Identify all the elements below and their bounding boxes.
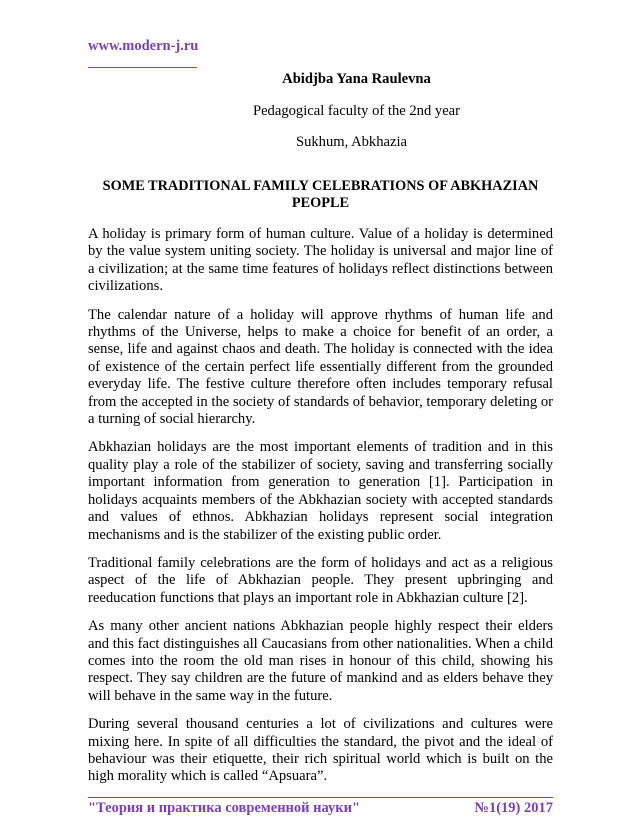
author-city: Sukhum, Abkhazia [295,134,408,150]
paragraph: Abkhazian holidays are the most important elements of tradition and in this quality play a role of the stabilizer of society, saving and transferring socially important information from generation to generation [1]. Participation in holidays acquaints members of the Abkhazian society with accepted standards and values of ethnos. Abkhazian holidays represent social integration mechanisms and is the stabilizer of the existing public order. [88,439,553,543]
author-name: Abidjba Yana Raulevna [282,71,431,87]
paragraph: During several thousand centuries a lot of civilizations and cultures were mixing here. In spite of all difficulties the standard, the pivot and the ideal of behaviour was their etiquette, their rich spiritual world which is built on the high morality which is called “Apsuara”. [88,716,553,785]
footer-divider [88,797,553,798]
header-divider [88,67,197,68]
article-body [88,226,553,786]
journal-name: "Теория и практика современной науки" [88,799,361,816]
article-title: SOME TRADITIONAL FAMILY CELEBRATIONS OF ABKHAZIAN PEOPLE [102,178,539,211]
paragraph: A holiday is primary form of human culture. Value of a holiday is determined by the value system uniting society. The holiday is universal and major line of a civilization; at the same time features of holidays reflect distinctions between civilizations. [88,226,553,295]
paragraph: The calendar nature of a holiday will approve rhythms of human life and rhythms of the Universe, helps to make a choice for benefit of an order, a sense, life and against chaos and death. The holiday is connected with the idea of existence of the certain perfect life essentially different from the grounded everyday life. The festive culture therefore often includes temporary refusal from the accepted in the society of standards of behavior, temporary deleting or a turning of social hierarchy. [88,306,553,428]
paragraph: Traditional family celebrations are the form of holidays and act as a religious aspect of the life of Abkhazian people. They present upbringing and reeducation functions that plays an important role in Abkhazian culture [2]. [88,554,553,606]
page [88,0,553,837]
journal-site-link[interactable]: www.modern-j.ru [88,38,199,54]
footer [88,800,553,817]
paragraph: As many other ancient nations Abkhazian people highly respect their elders and this fact distinguishes all Caucasians from other nationalities. When a child comes into the room the old man rises in honour of this child, showing his respect. They say children are the future of mankind and as elders behave they will behave in the same way in the future. [88,618,553,704]
issue-number: №1(19) 2017 [474,799,553,816]
author-faculty: Pedagogical faculty of the 2nd year [252,103,461,119]
